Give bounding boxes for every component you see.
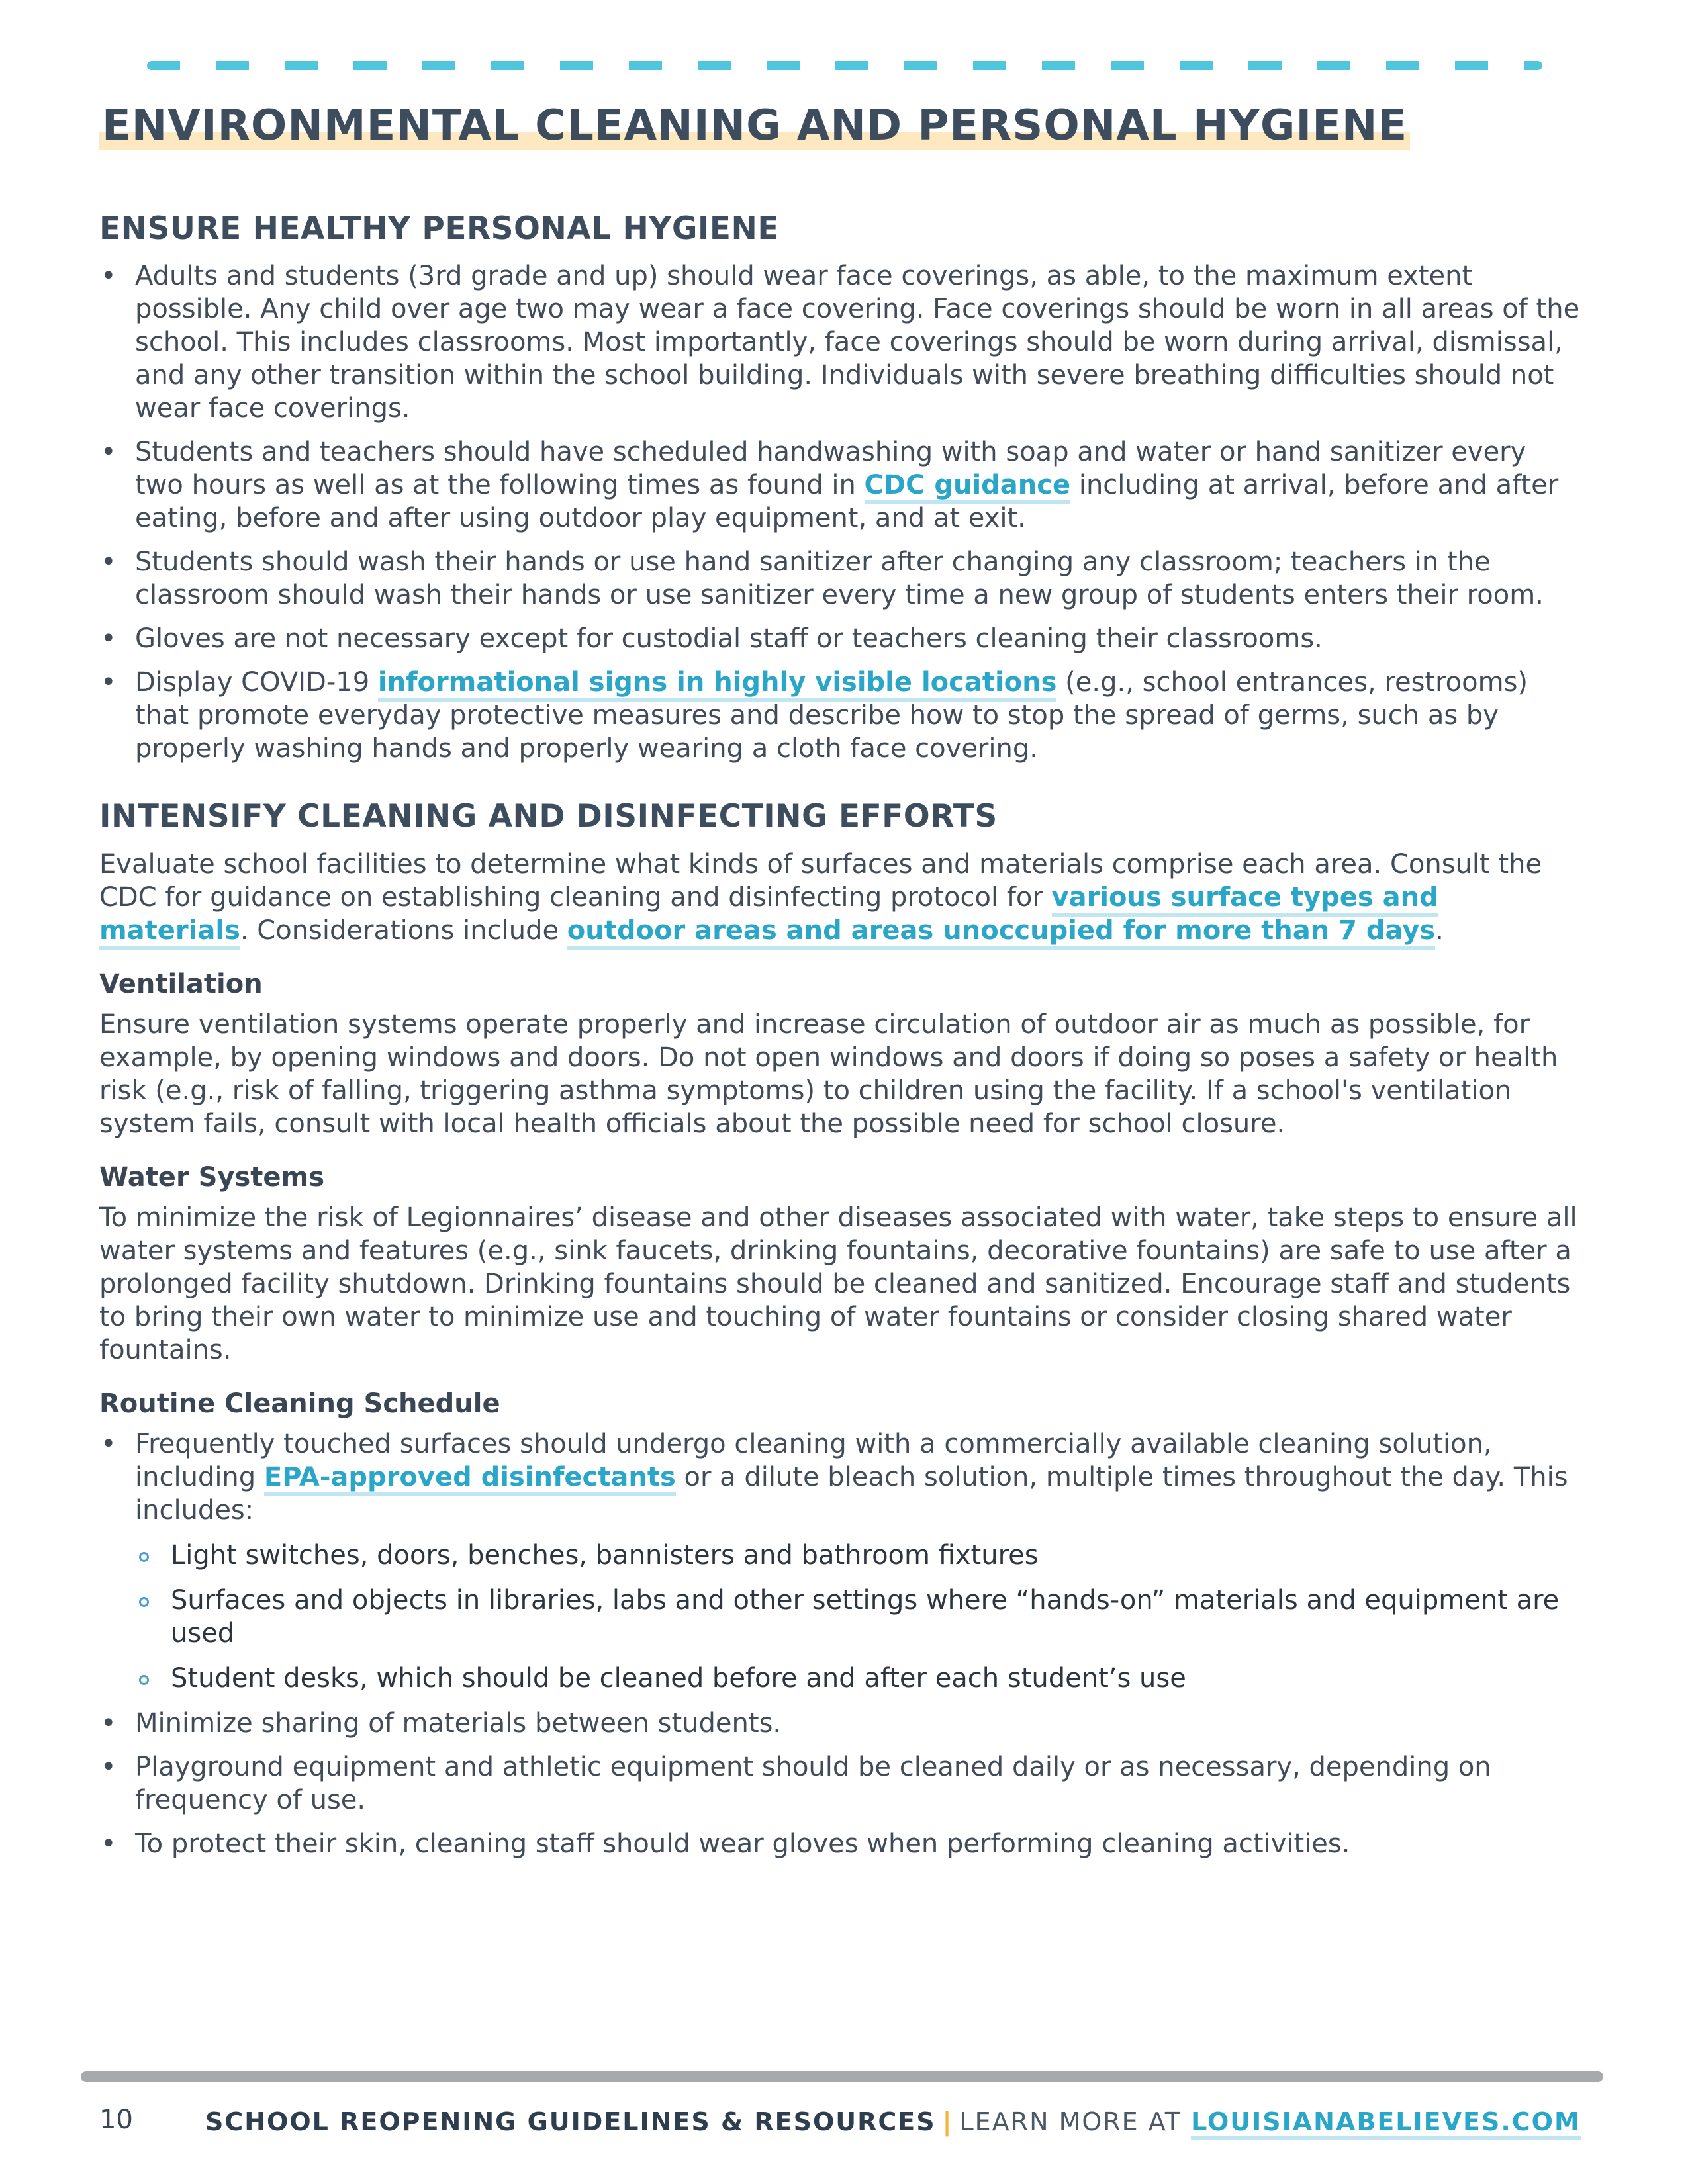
bullet-text: (e.g., school entrances, restrooms) that promote everyday protective measures and describe how to stop the spread of germs, such as by properly washing hands and properly wearing a cloth face covering. [135, 667, 1528, 764]
louisiana-believes-link[interactable]: LOUISIANABELIEVES.COM [1191, 2107, 1581, 2140]
page-number: 10 [99, 2105, 133, 2135]
top-dashed-divider [147, 61, 1542, 70]
sub-list-item: Student desks, which should be cleaned before and after each student’s use [135, 1662, 1582, 1695]
ventilation-paragraph: Ensure ventilation systems operate properly and increase circulation of outdoor air as much as possible, for example, by opening windows and doors. Do not open windows and doors if doing so poses a safety or health risk (e.g., risk of falling, triggering asthma symptoms) to children using the facility. If a school's ventilation system fails, consult with local health officials about the possible need for school closure. [99, 1009, 1558, 1139]
footer-title: SCHOOL REOPENING GUIDELINES & RESOURCES [205, 2107, 936, 2136]
bullet-text: Gloves are not necessary except for custodial staff or teachers cleaning their classrooms. [135, 623, 1323, 655]
intro-text: Evaluate school facilities to determine what kinds of surfaces and materials comprise each area. Consult the CDC for guidance on establishing cleaning and disinfecting protocol for [99, 848, 1542, 913]
footer-divider [81, 2071, 1603, 2082]
page-content [99, 210, 1582, 1871]
bullet-text: Students and teachers should have scheduled handwashing with soap and water or hand sanitizer every two hours as well as at the following times as found in [135, 437, 1526, 501]
subheading-routine-cleaning: Routine Cleaning Schedule [99, 1388, 500, 1419]
list-item [99, 545, 1582, 612]
bullet-text: Students should wash their hands or use hand sanitizer after changing any classroom; teachers in the classroom should wash their hands or use sanitizer every time a new group of students enters their room. [135, 547, 1544, 611]
subheading-water-systems: Water Systems [99, 1161, 325, 1193]
informational-signs-link[interactable]: informational signs in highly visible locations [378, 667, 1057, 702]
intro-text: . Considerations include [240, 915, 567, 946]
subheading-ventilation: Ventilation [99, 968, 263, 999]
list-item [99, 666, 1582, 765]
outdoor-areas-link[interactable]: outdoor areas and areas unoccupied for more than 7 days [567, 915, 1435, 950]
list-item [99, 435, 1582, 535]
hygiene-bullet-list [99, 259, 1582, 765]
cleaning-intro-paragraph [99, 848, 1582, 947]
footer-learn-more: LEARN MORE AT [959, 2107, 1192, 2136]
section-cleaning-disinfecting [99, 798, 1582, 1860]
surfaces-sublist [135, 1539, 1582, 1695]
intro-text: . [1435, 915, 1444, 946]
cdc-guidance-link[interactable]: CDC guidance [865, 470, 1071, 504]
bullet-text: including at arrival, before and after eating, before and after using outdoor play equipment, and at exit. [135, 470, 1559, 534]
sub-list-item: Surfaces and objects in libraries, labs and other settings where “hands-on” materials and equipment are used [135, 1584, 1582, 1650]
bullet-text: or a dilute bleach solution, multiple times throughout the day. This includes: [135, 1461, 1568, 1525]
footer-text [205, 2107, 1581, 2136]
page-title: ENVIRONMENTAL CLEANING AND PERSONAL HYGIENE [99, 99, 1410, 152]
footer-separator: | [942, 2107, 953, 2136]
bullet-text: Display COVID-19 [135, 667, 378, 698]
section-personal-hygiene [99, 210, 1582, 765]
section-heading-hygiene: ENSURE HEALTHY PERSONAL HYGIENE [99, 210, 779, 247]
list-item [99, 622, 1582, 655]
section-heading-cleaning: INTENSIFY CLEANING AND DISINFECTING EFFORTS [99, 798, 998, 835]
list-item [99, 259, 1582, 425]
bullet-text: Frequently touched surfaces should undergo cleaning with a commercially available cleaning solution, including [135, 1428, 1492, 1492]
epa-disinfectants-link[interactable]: EPA-approved disinfectants [264, 1462, 676, 1496]
water-systems-paragraph: To minimize the risk of Legionnaires’ disease and other diseases associated with water, take steps to ensure all water systems and features (e.g., sink faucets, drinking fountains, decorative fountains) are safe to use after a prolonged facility shutdown. Drinking fountains should be cleaned and sanitized. Encourage staff and students to bring their own water to minimize use and touching of water fountains or consider closing shared water fountains. [99, 1202, 1577, 1365]
routine-cleaning-list [99, 1428, 1582, 1860]
list-item: • Minimize sharing of materials between students. [99, 1707, 1582, 1740]
list-item: • Playground equipment and athletic equipment should be cleaned daily or as necessary, depending on frequency of use. [99, 1751, 1582, 1817]
list-item [99, 1428, 1582, 1695]
surface-types-link[interactable]: various surface types and materials [99, 882, 1438, 950]
list-item: • To protect their skin, cleaning staff should wear gloves when performing cleaning activities. [99, 1827, 1582, 1860]
bullet-text: Adults and students (3rd grade and up) should wear face coverings, as able, to the maximum extent possible. Any child over age two may wear a face covering. Face coverings should be worn in all areas of the school. This includes classrooms. Most importantly, face coverings should be worn during arrival, dismissal, and any other transition within the school building. Individuals with severe breathing difficulties should not wear face coverings. [135, 261, 1580, 424]
sub-list-item: Light switches, doors, benches, bannisters and bathroom fixtures [135, 1539, 1582, 1572]
